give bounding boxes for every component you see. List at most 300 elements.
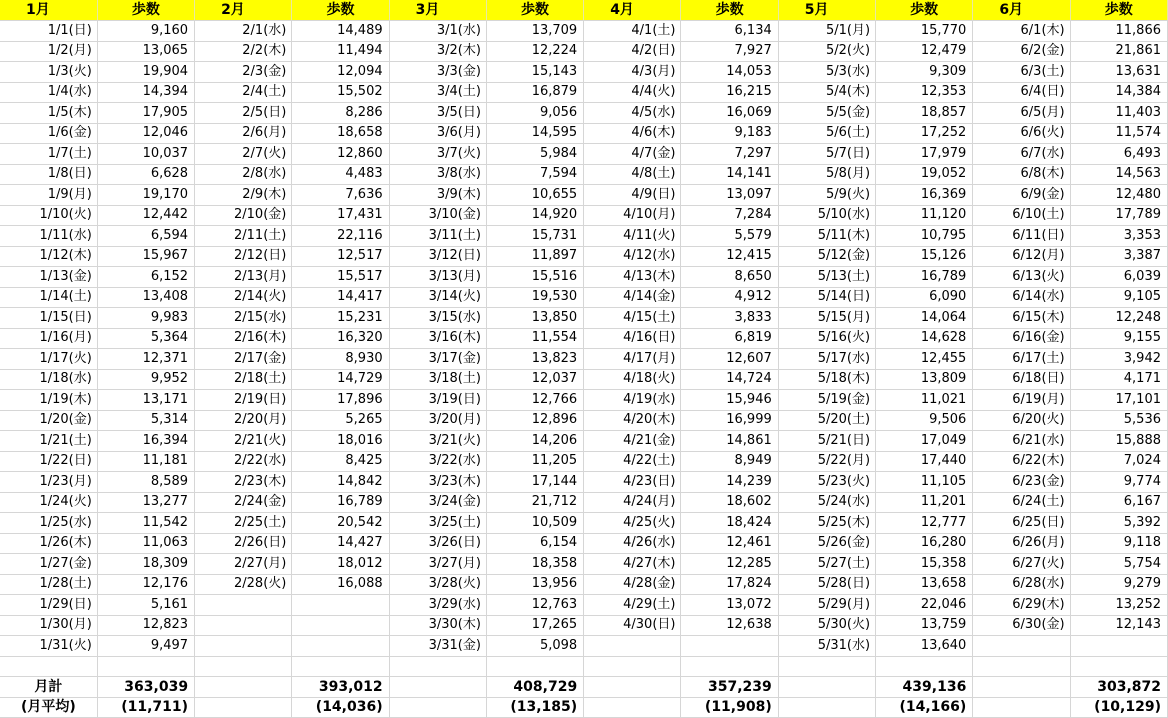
steps-cell[interactable]: 14,384 (1070, 82, 1167, 103)
date-cell[interactable]: 3/1(水) (389, 21, 486, 42)
steps-cell[interactable]: 17,905 (97, 103, 194, 124)
steps-cell[interactable]: 13,171 (97, 390, 194, 411)
date-cell[interactable]: 2/28(火) (195, 574, 292, 595)
steps-cell[interactable]: 9,497 (97, 636, 194, 657)
month-header[interactable]: 1月 (0, 0, 97, 21)
date-cell[interactable]: 2/1(水) (195, 21, 292, 42)
steps-cell[interactable]: 12,461 (681, 533, 778, 554)
date-cell[interactable]: 2/8(水) (195, 164, 292, 185)
date-cell[interactable]: 5/16(火) (778, 328, 875, 349)
steps-cell[interactable]: 7,297 (681, 144, 778, 165)
date-cell[interactable]: 6/27(火) (973, 554, 1070, 575)
steps-cell[interactable]: 12,607 (681, 349, 778, 370)
steps-cell[interactable]: 11,063 (97, 533, 194, 554)
steps-cell[interactable]: 12,037 (486, 369, 583, 390)
steps-cell[interactable]: 12,094 (292, 62, 389, 83)
steps-cell[interactable]: 12,766 (486, 390, 583, 411)
steps-cell[interactable]: 16,215 (681, 82, 778, 103)
empty-cell[interactable] (195, 656, 292, 677)
steps-cell[interactable]: 6,152 (97, 267, 194, 288)
steps-cell[interactable]: 17,789 (1070, 205, 1167, 226)
date-cell[interactable]: 5/7(日) (778, 144, 875, 165)
date-cell[interactable]: 6/7(水) (973, 144, 1070, 165)
date-cell[interactable]: 3/5(日) (389, 103, 486, 124)
empty-cell[interactable] (0, 656, 97, 677)
date-cell[interactable]: 5/10(水) (778, 205, 875, 226)
date-cell[interactable]: 5/23(火) (778, 472, 875, 493)
date-cell[interactable]: 4/11(火) (584, 226, 681, 247)
steps-cell[interactable]: 11,205 (486, 451, 583, 472)
steps-cell[interactable]: 14,729 (292, 369, 389, 390)
steps-cell[interactable]: 4,171 (1070, 369, 1167, 390)
steps-cell[interactable]: 5,579 (681, 226, 778, 247)
steps-cell[interactable]: 13,072 (681, 595, 778, 616)
date-cell[interactable]: 3/7(火) (389, 144, 486, 165)
steps-cell[interactable]: 14,595 (486, 123, 583, 144)
steps-cell[interactable]: 11,181 (97, 451, 194, 472)
steps-cell[interactable]: 13,759 (876, 615, 973, 636)
steps-cell[interactable]: 6,628 (97, 164, 194, 185)
date-cell[interactable]: 2/9(木) (195, 185, 292, 206)
date-cell[interactable]: 1/18(水) (0, 369, 97, 390)
steps-cell[interactable]: 18,658 (292, 123, 389, 144)
steps-cell[interactable]: 5,098 (486, 636, 583, 657)
steps-cell[interactable]: 10,655 (486, 185, 583, 206)
date-cell[interactable]: 1/17(火) (0, 349, 97, 370)
date-cell[interactable]: 5/29(月) (778, 595, 875, 616)
date-cell[interactable]: 3/13(月) (389, 267, 486, 288)
steps-cell[interactable]: 16,280 (876, 533, 973, 554)
steps-cell[interactable]: 14,489 (292, 21, 389, 42)
steps-cell[interactable]: 9,279 (1070, 574, 1167, 595)
date-cell[interactable]: 2/22(水) (195, 451, 292, 472)
empty-cell[interactable] (778, 697, 875, 718)
date-cell[interactable]: 5/2(火) (778, 41, 875, 62)
month-average-label[interactable]: (月平均) (0, 697, 97, 718)
date-cell[interactable]: 5/24(水) (778, 492, 875, 513)
empty-cell[interactable] (584, 677, 681, 698)
date-cell[interactable]: 1/8(日) (0, 164, 97, 185)
steps-cell[interactable]: 3,942 (1070, 349, 1167, 370)
steps-cell[interactable]: 10,795 (876, 226, 973, 247)
empty-cell[interactable] (1070, 656, 1167, 677)
steps-cell[interactable]: 6,167 (1070, 492, 1167, 513)
steps-cell[interactable]: 18,857 (876, 103, 973, 124)
date-cell[interactable]: 2/27(月) (195, 554, 292, 575)
steps-cell[interactable]: 12,517 (292, 246, 389, 267)
steps-cell[interactable]: 5,364 (97, 328, 194, 349)
steps-cell[interactable]: 8,425 (292, 451, 389, 472)
date-cell[interactable]: 6/24(土) (973, 492, 1070, 513)
steps-cell[interactable]: 5,314 (97, 410, 194, 431)
date-cell[interactable]: 5/26(金) (778, 533, 875, 554)
date-cell[interactable]: 4/23(日) (584, 472, 681, 493)
date-cell[interactable]: 2/20(月) (195, 410, 292, 431)
steps-cell[interactable]: 6,090 (876, 287, 973, 308)
steps-header[interactable]: 歩数 (876, 0, 973, 21)
steps-cell[interactable]: 15,126 (876, 246, 973, 267)
date-cell[interactable]: 6/25(日) (973, 513, 1070, 534)
steps-cell[interactable]: 17,440 (876, 451, 973, 472)
steps-cell[interactable]: 14,842 (292, 472, 389, 493)
steps-cell[interactable]: 14,724 (681, 369, 778, 390)
date-cell[interactable]: 3/27(月) (389, 554, 486, 575)
steps-cell[interactable]: 12,777 (876, 513, 973, 534)
empty-cell[interactable] (389, 656, 486, 677)
steps-cell[interactable]: 19,530 (486, 287, 583, 308)
date-cell[interactable]: 4/10(月) (584, 205, 681, 226)
date-cell[interactable]: 3/29(水) (389, 595, 486, 616)
date-cell[interactable]: 5/31(水) (778, 636, 875, 657)
steps-cell[interactable] (292, 615, 389, 636)
date-cell[interactable]: 6/21(水) (973, 431, 1070, 452)
date-cell[interactable]: 5/3(水) (778, 62, 875, 83)
steps-cell[interactable]: 16,088 (292, 574, 389, 595)
steps-cell[interactable]: 17,101 (1070, 390, 1167, 411)
date-cell[interactable]: 5/17(水) (778, 349, 875, 370)
month-header[interactable]: 4月 (584, 0, 681, 21)
steps-cell[interactable]: 14,206 (486, 431, 583, 452)
date-cell[interactable]: 5/14(日) (778, 287, 875, 308)
date-cell[interactable]: 6/18(日) (973, 369, 1070, 390)
date-cell[interactable]: 4/12(水) (584, 246, 681, 267)
date-cell[interactable]: 5/22(月) (778, 451, 875, 472)
steps-cell[interactable]: 13,277 (97, 492, 194, 513)
steps-cell[interactable]: 3,353 (1070, 226, 1167, 247)
month-average-value[interactable]: (11,908) (681, 697, 778, 718)
date-cell[interactable]: 3/16(木) (389, 328, 486, 349)
date-cell[interactable]: 3/31(金) (389, 636, 486, 657)
steps-cell[interactable]: 11,542 (97, 513, 194, 534)
date-cell[interactable]: 4/1(土) (584, 21, 681, 42)
date-cell[interactable]: 1/20(金) (0, 410, 97, 431)
date-cell[interactable]: 4/13(木) (584, 267, 681, 288)
empty-cell[interactable] (973, 656, 1070, 677)
steps-cell[interactable]: 15,967 (97, 246, 194, 267)
date-cell[interactable]: 4/8(土) (584, 164, 681, 185)
date-cell[interactable]: 5/19(金) (778, 390, 875, 411)
steps-cell[interactable]: 6,134 (681, 21, 778, 42)
date-cell[interactable]: 3/10(金) (389, 205, 486, 226)
date-cell[interactable]: 5/9(火) (778, 185, 875, 206)
steps-cell[interactable]: 4,483 (292, 164, 389, 185)
date-cell[interactable]: 3/25(土) (389, 513, 486, 534)
steps-cell[interactable]: 15,770 (876, 21, 973, 42)
date-cell[interactable]: 2/4(土) (195, 82, 292, 103)
steps-cell[interactable]: 12,442 (97, 205, 194, 226)
date-cell[interactable]: 4/18(火) (584, 369, 681, 390)
steps-cell[interactable]: 12,896 (486, 410, 583, 431)
date-cell[interactable]: 4/24(月) (584, 492, 681, 513)
date-cell[interactable]: 6/23(金) (973, 472, 1070, 493)
date-cell[interactable]: 1/14(土) (0, 287, 97, 308)
date-cell[interactable]: 4/26(水) (584, 533, 681, 554)
steps-cell[interactable]: 16,999 (681, 410, 778, 431)
steps-cell[interactable]: 12,248 (1070, 308, 1167, 329)
empty-cell[interactable] (389, 697, 486, 718)
steps-cell[interactable]: 22,116 (292, 226, 389, 247)
date-cell[interactable]: 1/4(水) (0, 82, 97, 103)
steps-cell[interactable]: 14,064 (876, 308, 973, 329)
date-cell[interactable]: 4/14(金) (584, 287, 681, 308)
empty-cell[interactable] (778, 656, 875, 677)
date-cell[interactable]: 2/23(木) (195, 472, 292, 493)
steps-cell[interactable]: 17,431 (292, 205, 389, 226)
date-cell[interactable]: 1/3(火) (0, 62, 97, 83)
month-average-value[interactable]: (14,036) (292, 697, 389, 718)
date-cell[interactable]: 5/6(土) (778, 123, 875, 144)
steps-cell[interactable]: 12,479 (876, 41, 973, 62)
steps-cell[interactable]: 11,105 (876, 472, 973, 493)
date-cell[interactable]: 3/9(木) (389, 185, 486, 206)
steps-cell[interactable]: 9,155 (1070, 328, 1167, 349)
date-cell[interactable]: 6/12(月) (973, 246, 1070, 267)
steps-cell[interactable]: 11,021 (876, 390, 973, 411)
date-cell[interactable]: 3/4(土) (389, 82, 486, 103)
empty-cell[interactable] (486, 656, 583, 677)
date-cell[interactable]: 2/11(土) (195, 226, 292, 247)
steps-cell[interactable]: 7,636 (292, 185, 389, 206)
date-cell[interactable]: 6/16(金) (973, 328, 1070, 349)
steps-cell[interactable]: 15,517 (292, 267, 389, 288)
steps-cell[interactable]: 15,358 (876, 554, 973, 575)
date-cell[interactable]: 1/10(火) (0, 205, 97, 226)
date-cell[interactable]: 2/25(土) (195, 513, 292, 534)
date-cell[interactable]: 3/28(火) (389, 574, 486, 595)
month-average-value[interactable]: (13,185) (486, 697, 583, 718)
date-cell[interactable]: 2/18(土) (195, 369, 292, 390)
steps-header[interactable]: 歩数 (292, 0, 389, 21)
steps-cell[interactable]: 9,952 (97, 369, 194, 390)
date-cell[interactable]: 1/13(金) (0, 267, 97, 288)
date-cell[interactable]: 2/2(木) (195, 41, 292, 62)
steps-cell[interactable]: 12,285 (681, 554, 778, 575)
steps-cell[interactable]: 16,320 (292, 328, 389, 349)
date-cell[interactable]: 3/24(金) (389, 492, 486, 513)
date-cell[interactable]: 3/3(金) (389, 62, 486, 83)
date-cell[interactable]: 4/28(金) (584, 574, 681, 595)
steps-header[interactable]: 歩数 (97, 0, 194, 21)
date-cell[interactable]: 6/5(月) (973, 103, 1070, 124)
steps-cell[interactable]: 16,069 (681, 103, 778, 124)
date-cell[interactable]: 5/8(月) (778, 164, 875, 185)
steps-cell[interactable]: 8,930 (292, 349, 389, 370)
steps-cell[interactable]: 16,369 (876, 185, 973, 206)
date-cell[interactable]: 3/6(月) (389, 123, 486, 144)
steps-cell[interactable] (292, 595, 389, 616)
steps-cell[interactable]: 14,427 (292, 533, 389, 554)
empty-cell[interactable] (584, 697, 681, 718)
steps-cell[interactable]: 17,979 (876, 144, 973, 165)
steps-cell[interactable]: 19,904 (97, 62, 194, 83)
date-cell[interactable]: 2/24(金) (195, 492, 292, 513)
date-cell[interactable]: 1/21(土) (0, 431, 97, 452)
steps-cell[interactable]: 12,480 (1070, 185, 1167, 206)
date-cell[interactable]: 2/16(木) (195, 328, 292, 349)
date-cell[interactable]: 6/1(木) (973, 21, 1070, 42)
steps-cell[interactable] (681, 636, 778, 657)
month-header[interactable]: 2月 (195, 0, 292, 21)
steps-cell[interactable]: 21,861 (1070, 41, 1167, 62)
steps-cell[interactable]: 16,394 (97, 431, 194, 452)
steps-cell[interactable]: 14,417 (292, 287, 389, 308)
steps-cell[interactable]: 6,154 (486, 533, 583, 554)
steps-cell[interactable]: 14,141 (681, 164, 778, 185)
date-cell[interactable]: 1/16(月) (0, 328, 97, 349)
steps-cell[interactable]: 9,183 (681, 123, 778, 144)
steps-cell[interactable]: 14,239 (681, 472, 778, 493)
steps-cell[interactable]: 11,897 (486, 246, 583, 267)
date-cell[interactable]: 2/12(日) (195, 246, 292, 267)
date-cell[interactable]: 6/6(火) (973, 123, 1070, 144)
date-cell[interactable]: 5/4(木) (778, 82, 875, 103)
steps-cell[interactable]: 3,387 (1070, 246, 1167, 267)
steps-cell[interactable]: 13,823 (486, 349, 583, 370)
date-cell[interactable]: 3/20(月) (389, 410, 486, 431)
date-cell[interactable]: 5/13(土) (778, 267, 875, 288)
date-cell[interactable]: 6/19(月) (973, 390, 1070, 411)
date-cell[interactable]: 3/11(土) (389, 226, 486, 247)
steps-cell[interactable]: 11,201 (876, 492, 973, 513)
date-cell[interactable] (195, 636, 292, 657)
steps-cell[interactable]: 13,640 (876, 636, 973, 657)
steps-cell[interactable]: 11,866 (1070, 21, 1167, 42)
date-cell[interactable]: 1/29(日) (0, 595, 97, 616)
steps-cell[interactable]: 12,143 (1070, 615, 1167, 636)
empty-cell[interactable] (681, 656, 778, 677)
steps-cell[interactable]: 14,563 (1070, 164, 1167, 185)
date-cell[interactable]: 1/9(月) (0, 185, 97, 206)
date-cell[interactable]: 3/8(水) (389, 164, 486, 185)
steps-cell[interactable]: 18,424 (681, 513, 778, 534)
steps-cell[interactable]: 9,118 (1070, 533, 1167, 554)
date-cell[interactable]: 3/18(土) (389, 369, 486, 390)
steps-cell[interactable]: 19,170 (97, 185, 194, 206)
date-cell[interactable] (973, 636, 1070, 657)
date-cell[interactable]: 3/17(金) (389, 349, 486, 370)
month-total-value[interactable]: 439,136 (876, 677, 973, 698)
steps-cell[interactable]: 15,231 (292, 308, 389, 329)
date-cell[interactable]: 4/6(木) (584, 123, 681, 144)
month-total-value[interactable]: 357,239 (681, 677, 778, 698)
date-cell[interactable]: 1/2(月) (0, 41, 97, 62)
date-cell[interactable] (195, 615, 292, 636)
date-cell[interactable]: 1/12(木) (0, 246, 97, 267)
steps-cell[interactable]: 12,763 (486, 595, 583, 616)
date-cell[interactable]: 5/5(金) (778, 103, 875, 124)
date-cell[interactable]: 3/15(水) (389, 308, 486, 329)
steps-cell[interactable]: 10,509 (486, 513, 583, 534)
date-cell[interactable]: 4/17(月) (584, 349, 681, 370)
steps-cell[interactable]: 17,824 (681, 574, 778, 595)
date-cell[interactable]: 3/14(火) (389, 287, 486, 308)
steps-cell[interactable]: 12,860 (292, 144, 389, 165)
empty-cell[interactable] (876, 656, 973, 677)
steps-cell[interactable]: 11,494 (292, 41, 389, 62)
date-cell[interactable]: 1/25(水) (0, 513, 97, 534)
date-cell[interactable]: 2/17(金) (195, 349, 292, 370)
empty-cell[interactable] (97, 656, 194, 677)
steps-cell[interactable]: 13,956 (486, 574, 583, 595)
month-total-value[interactable]: 408,729 (486, 677, 583, 698)
date-cell[interactable]: 6/4(日) (973, 82, 1070, 103)
date-cell[interactable]: 4/29(土) (584, 595, 681, 616)
date-cell[interactable]: 1/1(日) (0, 21, 97, 42)
date-cell[interactable]: 4/20(木) (584, 410, 681, 431)
empty-cell[interactable] (389, 677, 486, 698)
steps-cell[interactable]: 13,097 (681, 185, 778, 206)
steps-cell[interactable]: 10,037 (97, 144, 194, 165)
steps-cell[interactable]: 15,946 (681, 390, 778, 411)
date-cell[interactable]: 1/24(火) (0, 492, 97, 513)
date-cell[interactable]: 5/1(月) (778, 21, 875, 42)
date-cell[interactable]: 1/11(水) (0, 226, 97, 247)
steps-cell[interactable]: 8,650 (681, 267, 778, 288)
steps-cell[interactable]: 11,554 (486, 328, 583, 349)
date-cell[interactable]: 5/30(火) (778, 615, 875, 636)
steps-cell[interactable]: 14,053 (681, 62, 778, 83)
month-total-value[interactable]: 393,012 (292, 677, 389, 698)
date-cell[interactable]: 6/26(月) (973, 533, 1070, 554)
steps-cell[interactable]: 12,353 (876, 82, 973, 103)
steps-cell[interactable]: 6,493 (1070, 144, 1167, 165)
steps-cell[interactable]: 12,455 (876, 349, 973, 370)
steps-cell[interactable]: 18,602 (681, 492, 778, 513)
month-total-label[interactable]: 月計 (0, 677, 97, 698)
steps-cell[interactable]: 18,358 (486, 554, 583, 575)
date-cell[interactable]: 4/19(水) (584, 390, 681, 411)
steps-cell[interactable]: 13,408 (97, 287, 194, 308)
steps-cell[interactable]: 5,536 (1070, 410, 1167, 431)
date-cell[interactable] (584, 636, 681, 657)
month-header[interactable]: 3月 (389, 0, 486, 21)
date-cell[interactable]: 1/7(土) (0, 144, 97, 165)
date-cell[interactable]: 6/3(土) (973, 62, 1070, 83)
steps-cell[interactable]: 14,394 (97, 82, 194, 103)
steps-cell[interactable]: 20,542 (292, 513, 389, 534)
date-cell[interactable]: 4/21(金) (584, 431, 681, 452)
date-cell[interactable]: 1/6(金) (0, 123, 97, 144)
date-cell[interactable]: 4/4(火) (584, 82, 681, 103)
steps-cell[interactable]: 13,065 (97, 41, 194, 62)
date-cell[interactable]: 5/20(土) (778, 410, 875, 431)
steps-cell[interactable]: 6,039 (1070, 267, 1167, 288)
steps-cell[interactable]: 13,658 (876, 574, 973, 595)
date-cell[interactable]: 2/5(日) (195, 103, 292, 124)
date-cell[interactable]: 5/11(木) (778, 226, 875, 247)
date-cell[interactable]: 4/16(日) (584, 328, 681, 349)
date-cell[interactable]: 5/25(木) (778, 513, 875, 534)
steps-cell[interactable]: 16,789 (876, 267, 973, 288)
date-cell[interactable]: 6/8(木) (973, 164, 1070, 185)
date-cell[interactable]: 4/7(金) (584, 144, 681, 165)
steps-cell[interactable]: 17,049 (876, 431, 973, 452)
date-cell[interactable]: 4/3(月) (584, 62, 681, 83)
steps-cell[interactable]: 5,161 (97, 595, 194, 616)
date-cell[interactable]: 6/9(金) (973, 185, 1070, 206)
steps-header[interactable]: 歩数 (486, 0, 583, 21)
date-cell[interactable]: 5/15(月) (778, 308, 875, 329)
date-cell[interactable]: 5/18(木) (778, 369, 875, 390)
steps-cell[interactable]: 22,046 (876, 595, 973, 616)
steps-cell[interactable]: 15,731 (486, 226, 583, 247)
steps-cell[interactable]: 15,502 (292, 82, 389, 103)
date-cell[interactable]: 2/3(金) (195, 62, 292, 83)
date-cell[interactable]: 2/13(月) (195, 267, 292, 288)
date-cell[interactable]: 6/10(土) (973, 205, 1070, 226)
date-cell[interactable]: 3/21(火) (389, 431, 486, 452)
date-cell[interactable]: 1/28(土) (0, 574, 97, 595)
